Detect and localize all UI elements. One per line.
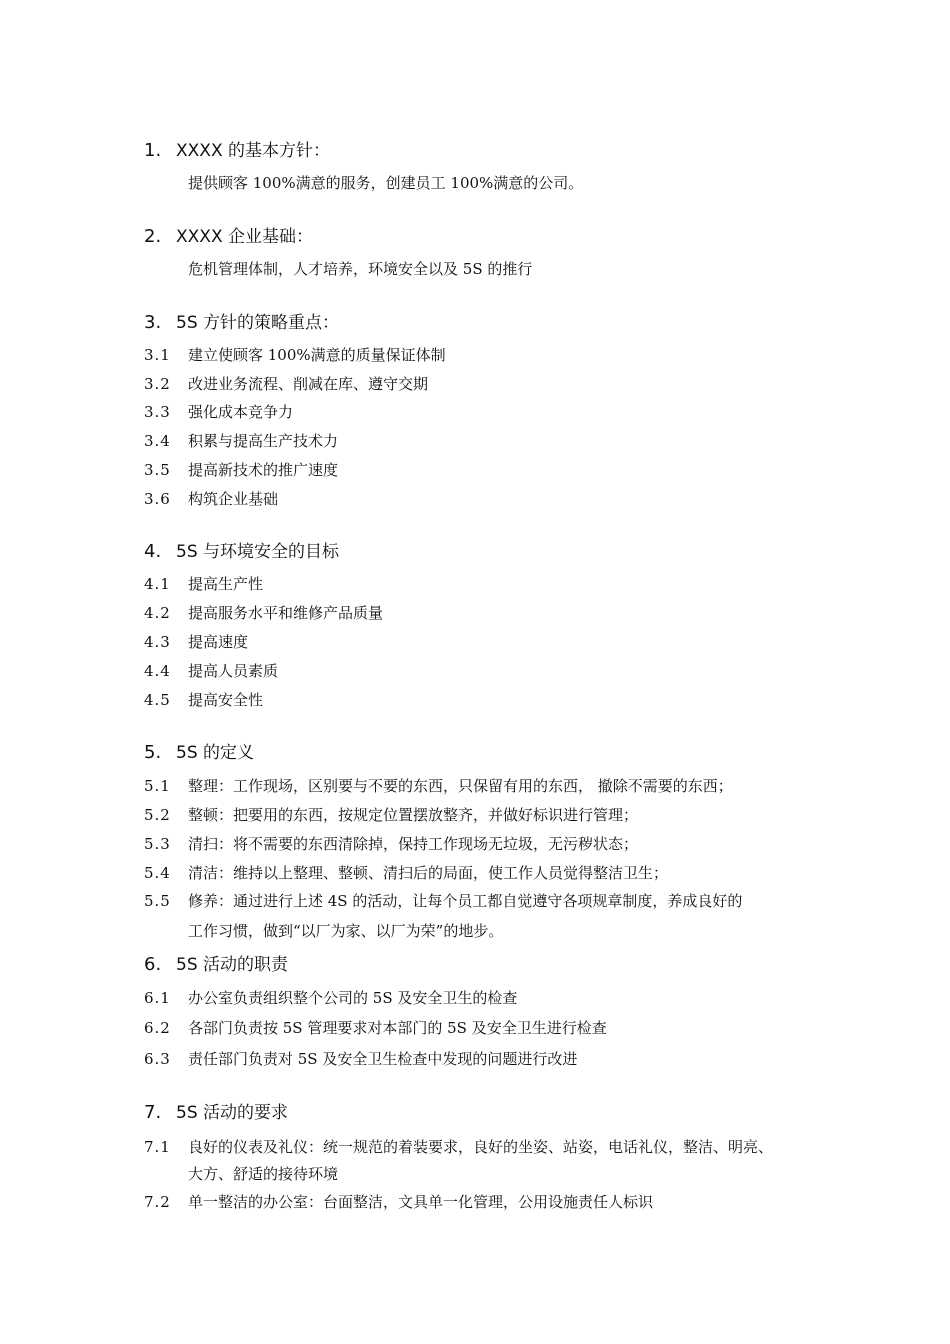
item-continuation: 工作习惯，做到“以厂为家、以厂为荣”的地步。 — [188, 922, 504, 940]
item-number: 7.1 — [144, 1138, 171, 1156]
item-number: 5.2 — [144, 806, 171, 824]
item-number: 5.5 — [144, 892, 171, 910]
item-text: 办公室负责组织整个公司的 5S 及安全卫生的检查 — [188, 989, 518, 1007]
item-continuation: 大方、舒适的接待环境 — [188, 1165, 339, 1183]
item-number: 3.3 — [144, 403, 171, 421]
section-heading-1 — [144, 140, 330, 162]
item-text: 积累与提高生产技术力 — [188, 432, 339, 450]
section-heading-7 — [144, 1102, 288, 1124]
item-text: 清洁：维持以上整理、整顿、清扫后的局面，使工作人员觉得整洁卫生； — [188, 864, 669, 882]
item-text: 提高安全性 — [188, 691, 264, 709]
item-number: 3.2 — [144, 375, 171, 393]
item-text: 提高服务水平和维修产品质量 — [188, 604, 384, 622]
section-number: 2. — [144, 226, 162, 247]
item-text: 提高生产性 — [188, 575, 264, 593]
item-text: 改进业务流程、削减在库、遵守交期 — [188, 375, 429, 393]
item-text: 责任部门负责对 5S 及安全卫生检查中发现的问题进行改进 — [188, 1050, 578, 1068]
section-heading-6 — [144, 954, 288, 976]
section-paragraph-1: 提供顾客 100%满意的服务，创建员工 100%满意的公司。 — [188, 174, 584, 192]
item-text: 建立使顾客 100%满意的质量保证体制 — [188, 346, 446, 364]
section-title: XXXX 的基本方针： — [176, 141, 330, 161]
item-number: 5.1 — [144, 777, 171, 795]
item-text: 构筑企业基础 — [188, 490, 279, 508]
section-number: 3. — [144, 312, 162, 333]
section-number: 6. — [144, 954, 162, 975]
section-number: 5. — [144, 742, 162, 763]
section-title: 5S 的定义 — [176, 743, 255, 763]
item-text: 提高人员素质 — [188, 662, 279, 680]
section-title: 5S 与环境安全的目标 — [176, 542, 340, 562]
item-number: 3.5 — [144, 461, 171, 479]
item-number: 4.4 — [144, 662, 171, 680]
section-title: XXXX 企业基础： — [176, 227, 313, 247]
item-number: 4.5 — [144, 691, 171, 709]
item-text: 良好的仪表及礼仪：统一规范的着装要求，良好的坐姿、站姿，电话礼仪，整洁、明亮、 — [188, 1138, 774, 1156]
section-heading-4 — [144, 541, 339, 563]
item-number: 5.3 — [144, 835, 171, 853]
item-text: 整理：工作现场，区别要与不要的东西，只保留有用的东西， 撤除不需要的东西； — [188, 777, 733, 795]
item-number: 4.2 — [144, 604, 171, 622]
item-number: 4.1 — [144, 575, 171, 593]
item-number: 3.6 — [144, 490, 171, 508]
item-number: 6.1 — [144, 989, 171, 1007]
item-text: 提高速度 — [188, 633, 249, 651]
section-number: 7. — [144, 1102, 162, 1123]
item-text: 整顿：把要用的东西，按规定位置摆放整齐，并做好标识进行管理； — [188, 806, 639, 824]
section-number: 4. — [144, 541, 162, 562]
item-number: 5.4 — [144, 864, 171, 882]
item-number: 3.1 — [144, 346, 171, 364]
item-number: 4.3 — [144, 633, 171, 651]
item-number: 7.2 — [144, 1193, 171, 1211]
section-title: 5S 活动的职责 — [176, 955, 289, 975]
item-text: 各部门负责按 5S 管理要求对本部门的 5S 及安全卫生进行检查 — [188, 1019, 607, 1037]
section-title: 5S 活动的要求 — [176, 1103, 289, 1123]
item-text: 单一整洁的办公室：台面整洁，文具单一化管理，公用设施责任人标识 — [188, 1193, 654, 1211]
section-title: 5S 方针的策略重点： — [176, 313, 340, 333]
item-text: 提高新技术的推广速度 — [188, 461, 339, 479]
item-number: 6.2 — [144, 1019, 171, 1037]
section-heading-5 — [144, 742, 254, 764]
item-text: 强化成本竞争力 — [188, 403, 294, 421]
section-heading-3 — [144, 312, 339, 334]
item-text: 清扫：将不需要的东西清除掉，保持工作现场无垃圾，无污秽状态； — [188, 835, 639, 853]
item-text: 修养：通过进行上述 4S 的活动，让每个员工都自觉遵守各项规章制度，养成良好的 — [188, 892, 743, 910]
item-number: 3.4 — [144, 432, 171, 450]
section-number: 1. — [144, 140, 162, 161]
section-paragraph-2: 危机管理体制，人才培养，环境安全以及 5S 的推行 — [188, 260, 533, 278]
section-heading-2 — [144, 226, 313, 248]
item-number: 6.3 — [144, 1050, 171, 1068]
